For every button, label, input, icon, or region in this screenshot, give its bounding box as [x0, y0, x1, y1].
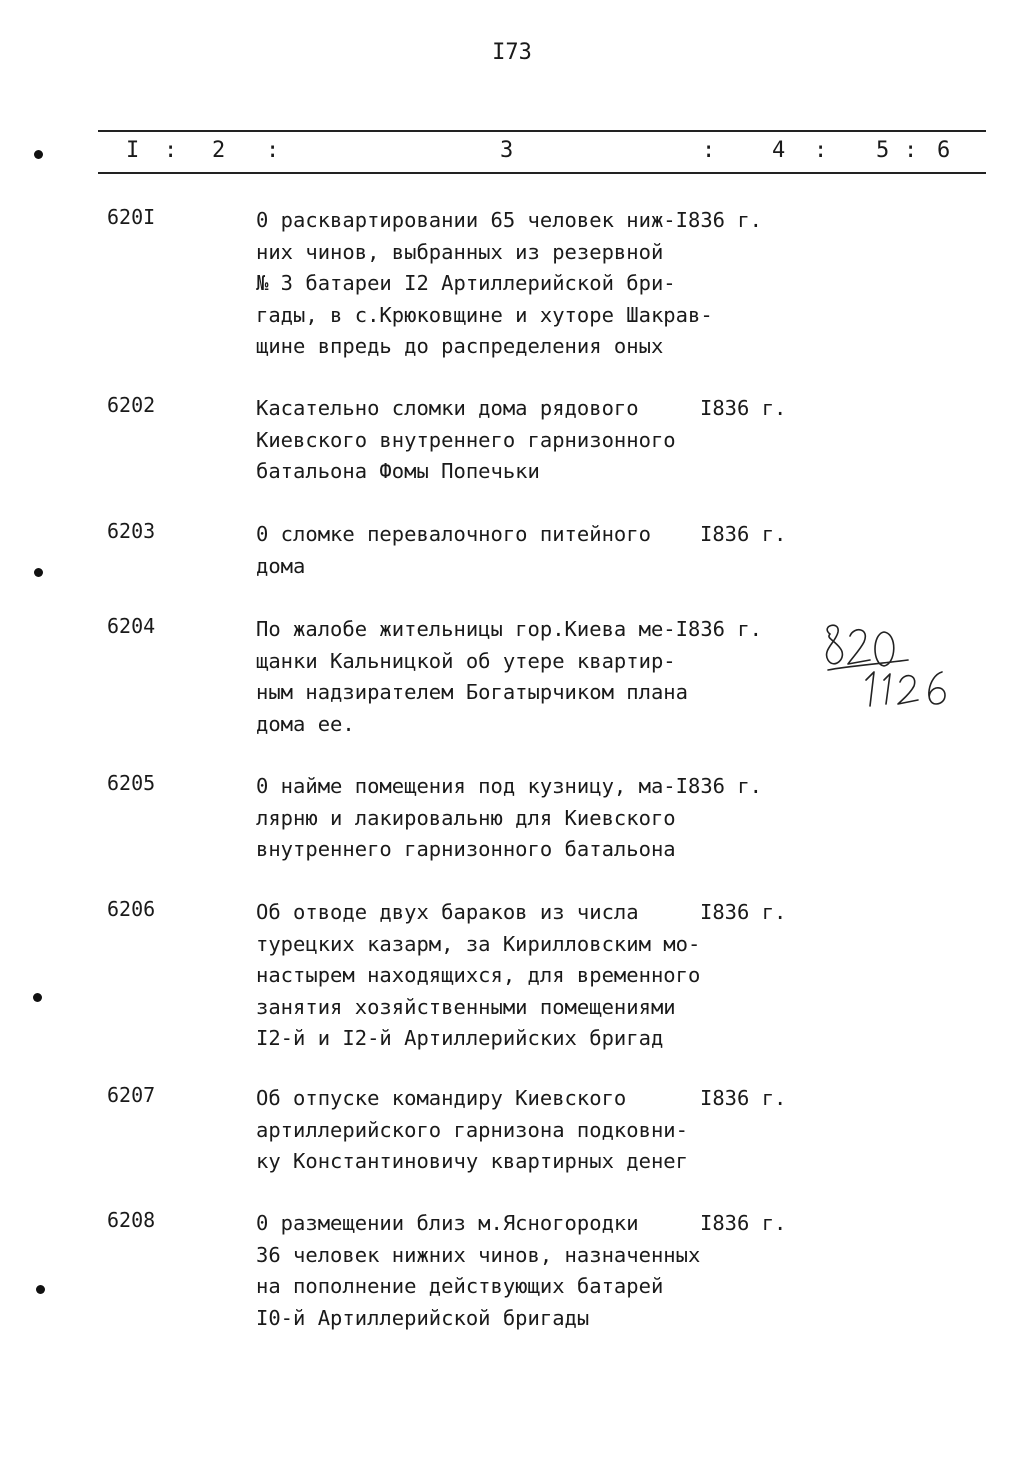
- entry-line: настырем находящихся, для временного: [256, 963, 701, 987]
- entry-line: лярню и лакировальню для Киевского: [256, 805, 676, 830]
- column-header-5: 5: [876, 138, 890, 163]
- entry-number: 620I: [107, 205, 156, 229]
- entry-line: ным надзирателем Богатырчиком плана: [256, 680, 688, 704]
- entry-line: турецких казарм, за Кирилловским мо-: [256, 931, 701, 956]
- entry-line: 0 размещении близ м.Ясногородки: [256, 1211, 639, 1235]
- entry-line: 36 человек нижних чинов, назначенных: [256, 1242, 701, 1267]
- column-header-row: [0, 138, 1024, 168]
- entry-number: 6202: [107, 393, 156, 417]
- handwritten-annotation-icon: [818, 620, 968, 710]
- entry-line: внутреннего гарнизонного батальона: [256, 837, 676, 861]
- entry-number: 6205: [107, 771, 156, 795]
- entry-line: Об отводе двух бараков из числа: [256, 900, 639, 924]
- entry-line: Касательно сломки дома рядового: [256, 396, 639, 420]
- entry-year: I836 г.: [700, 1211, 787, 1235]
- entry-line: щине впредь до распределения оных: [256, 334, 664, 358]
- binding-hole-dot: [34, 568, 43, 577]
- entry-line: № 3 батареи I2 Артиллерийской бри-: [256, 271, 676, 295]
- entry-line: гады, в с.Крюковщине и хуторе Шакрав-: [256, 302, 713, 327]
- entry-year: I836 г.: [700, 396, 787, 420]
- entry-line: 0 сломке перевалочного питейного: [256, 522, 651, 546]
- entry-line: артиллерийского гарнизона подковни-: [256, 1117, 688, 1142]
- entry-year: I836 г.: [700, 1086, 787, 1110]
- entry-number: 6206: [107, 897, 156, 921]
- column-header-4: 4: [772, 138, 786, 163]
- entry-line: Киевского внутреннего гарнизонного: [256, 427, 676, 452]
- entry-line: дома: [256, 553, 306, 578]
- entry-description: [256, 205, 796, 363]
- entry-year: I836 г.: [700, 900, 787, 924]
- binding-hole-dot: [36, 1285, 45, 1294]
- binding-hole-dot: [33, 993, 42, 1002]
- entry-line: 0 найме помещения под кузницу, ма-I836 г.: [256, 774, 763, 798]
- entry-line: них чинов, выбранных из резервной: [256, 239, 664, 264]
- entry-line: батальона Фомы Попечьки: [256, 459, 540, 483]
- entry-line: 0 расквартировании 65 человек ниж-I836 г.: [256, 208, 763, 232]
- entry-description: [256, 614, 796, 740]
- column-header-3: 3: [500, 138, 514, 163]
- header-top-rule: [98, 130, 986, 132]
- column-separator: :: [814, 138, 828, 163]
- entry-line: Об отпуске командиру Киевского: [256, 1086, 627, 1110]
- column-header-2: 2: [212, 138, 226, 163]
- entry-line: на пополнение действующих батарей: [256, 1274, 664, 1298]
- column-separator: :: [164, 138, 178, 163]
- binding-hole-dot: [34, 150, 43, 159]
- header-bottom-rule: [98, 172, 986, 174]
- entry-number: 6204: [107, 614, 156, 638]
- column-header-6: 6: [937, 138, 951, 163]
- column-separator: :: [904, 138, 918, 163]
- entry-line: I2-й и I2-й Артиллерийских бригад: [256, 1026, 664, 1050]
- entry-year: I836 г.: [700, 522, 787, 546]
- entry-line: I0-й Артиллерийской бригады: [256, 1305, 590, 1330]
- entry-number: 6208: [107, 1208, 156, 1232]
- entry-number: 6207: [107, 1083, 156, 1107]
- page-number: I73: [492, 40, 532, 65]
- entry-line: дома ее.: [256, 711, 355, 736]
- entry-description: [256, 771, 796, 866]
- column-separator: :: [702, 138, 716, 163]
- entry-line: щанки Кальницкой об утере квартир-: [256, 648, 676, 673]
- entry-line: По жалобе жительницы гор.Киева ме-I836 г.: [256, 617, 763, 641]
- entry-number: 6203: [107, 519, 156, 543]
- column-header-1: I: [126, 138, 140, 163]
- entry-line: ку Константиновичу квартирных денег: [256, 1149, 688, 1173]
- column-separator: :: [266, 138, 280, 163]
- entry-line: занятия хозяйственными помещениями: [256, 994, 676, 1019]
